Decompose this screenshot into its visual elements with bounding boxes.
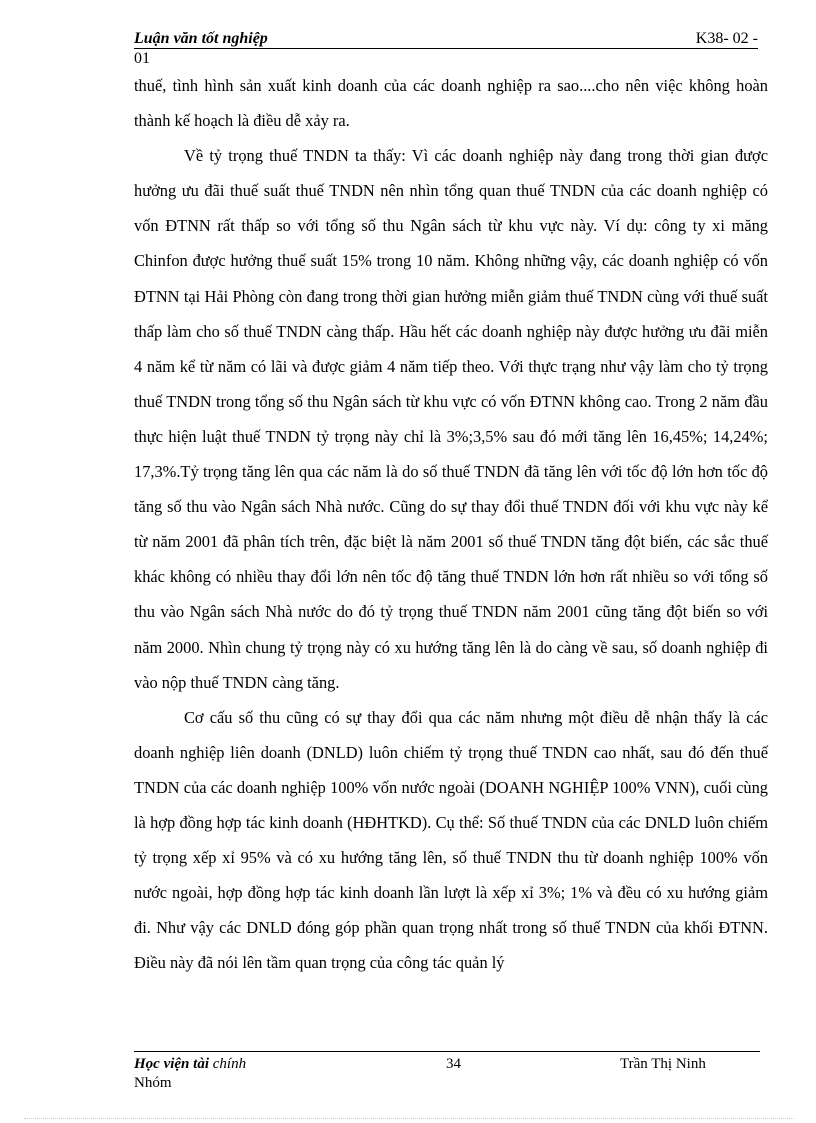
footer-divider	[134, 1051, 760, 1052]
paragraph-3: Cơ cấu số thu cũng có sự thay đổi qua các năm nhưng một điều dễ nhận thấy là các doanh nghiệp liên doanh (DNLD) luôn chiếm tỷ trọng thuế TNDN cao nhất, sau đó đến thuế TNDN của các doanh nghiệp 100% vốn nước ngoài (DOANH NGHIỆP 100% VNN), cuối cùng là hợp đồng hợp tác kinh doanh (HĐHTKD). Cụ thể: Số thuế TNDN của các DNLD luôn chiếm tỷ trọng xếp xỉ 95% và có xu hướng tăng lên, số thuế TNDN thu từ doanh nghiệp 100% vốn nước ngoài, hợp đồng hợp tác kinh doanh lần lượt là xếp xỉ 3%; 1% và đều có xu hướng giảm đi. Như vậy các DNLD đóng góp phần quan trọng nhất trong số thuế TNDN của khối ĐTNN. Điều này đã nói lên tầm quan trọng của công tác quản lý	[134, 707, 768, 973]
paragraph-1: thuế, tình hình sản xuất kinh doanh của các doanh nghiệp ra sao....cho nên việc không hoàn thành kế hoạch là điều dễ xảy ra.	[134, 76, 768, 131]
footer-institution	[134, 1056, 246, 1073]
page-header	[134, 28, 758, 49]
document-body	[134, 68, 768, 980]
page-number: 34	[446, 1056, 461, 1072]
page-edge-divider	[24, 1118, 794, 1119]
header-class-code: K38- 02 -	[695, 30, 758, 47]
footer-institution-bold: Học viện tài	[134, 1056, 209, 1072]
header-thesis-title: Luận văn tốt nghiệp	[134, 30, 268, 47]
footer-institution-rest: chính	[209, 1056, 247, 1072]
footer-author: Trần Thị Ninh	[620, 1056, 706, 1072]
paragraph-2: Về tỷ trọng thuế TNDN ta thấy: Vì các doanh nghiệp này đang trong thời gian được hưởng ưu đãi thuế suất thuế TNDN nên nhìn tổng quan thuế TNDN của các doanh nghiệp có vốn ĐTNN rất thấp so với tổng số thu Ngân sách từ khu vực này. Ví dụ: công ty xi măng Chinfon được hưởng thuế suất 15% trong 10 năm. Không những vậy, các doanh nghiệp có vốn ĐTNN tại Hải Phòng còn đang trong thời gian hưởng miễn giảm thuế TNDN cùng với thuế suất thấp làm cho số thuế TNDN càng thấp. Hầu hết các doanh nghiệp này được hưởng ưu đãi miễn 4 năm kể từ năm có lãi và được giảm 4 năm tiếp theo. Với thực trạng như vậy làm cho tỷ trọng thuế TNDN trong tổng số thu Ngân sách từ khu vực có vốn ĐTNN không cao. Trong 2 năm đầu thực hiện luật thuế TNDN tỷ trọng này chỉ là 3%;3,5% sau đó mới tăng lên 16,45%; 14,24%; 17,3%.Tỷ trọng tăng lên qua các năm là do số thuế TNDN đã tăng lên với tốc độ lớn hơn tốc độ tăng số thu vào Ngân sách Nhà nước. Cũng do sự thay đổi thuế TNDN đối với khu vực này kể từ năm 2001 đã phân tích trên, đặc biệt là năm 2001 số thuế TNDN tăng đột biến, các sắc thuế khác không có nhiều thay đổi lớn nên tốc độ tăng thuế TNDN lớn hơn rất nhiều so với tổng số thu vào Ngân sách Nhà nước do đó tỷ trọng thuế TNDN năm 2001 cũng tăng đột biến so với năm 2000. Nhìn chung tỷ trọng này có xu hướng tăng lên là do càng về sau, số doanh nghiệp đi vào nộp thuế TNDN càng tăng.	[134, 146, 768, 692]
header-class-code-cont: 01	[134, 50, 150, 67]
footer-institution-cont: Nhóm	[134, 1075, 172, 1091]
